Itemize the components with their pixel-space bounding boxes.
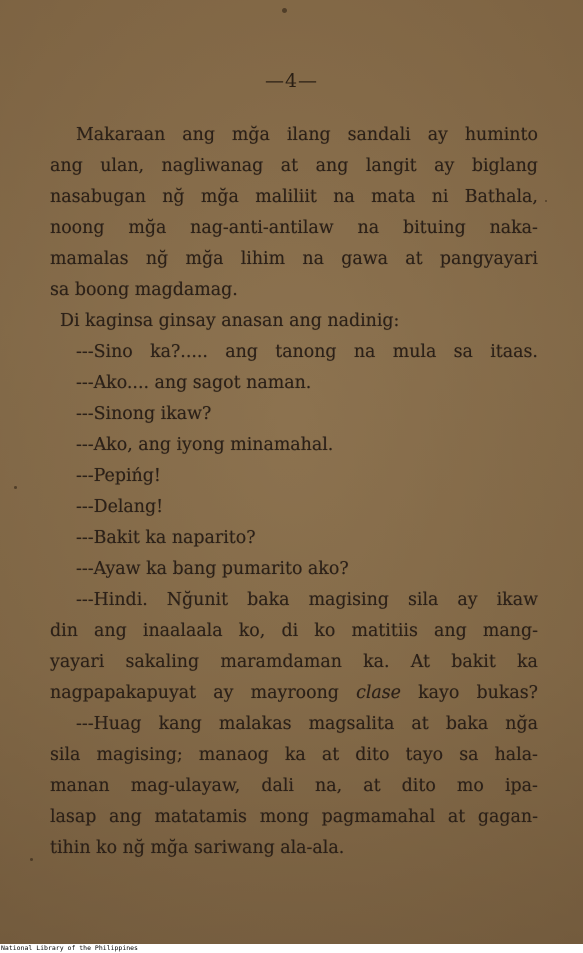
text-line: ---Bakit ka naparito?: [76, 528, 256, 548]
text-line: [50, 182, 538, 213]
word: ka: [517, 652, 538, 672]
word: nğ: [145, 249, 169, 269]
word: bukas?: [476, 683, 538, 703]
word: inaalaala: [142, 621, 223, 641]
word: mayroong: [250, 683, 339, 703]
word: at: [363, 776, 381, 796]
word: mula: [392, 342, 437, 362]
word: mata: [371, 187, 416, 207]
word: ay: [213, 683, 234, 703]
word: biglang: [471, 156, 538, 176]
word: na,: [315, 776, 343, 796]
word: clase: [356, 683, 401, 703]
word: mğa: [200, 187, 239, 207]
word: dito: [401, 776, 436, 796]
text-line: [50, 740, 538, 771]
word: ilang: [286, 125, 331, 145]
ink-speck: [14, 486, 17, 489]
word: ang: [109, 807, 142, 827]
word: sila: [407, 590, 439, 610]
word: gagan-: [477, 807, 538, 827]
word: dali: [261, 776, 294, 796]
word: bakit: [451, 652, 496, 672]
word: bituing: [402, 218, 466, 238]
ink-speck: [282, 8, 287, 13]
text-line: [50, 244, 538, 275]
word: ay: [427, 125, 448, 145]
word: din: [50, 621, 78, 641]
word: lihim: [240, 249, 286, 269]
word: malakas: [218, 714, 292, 734]
word: ka.: [363, 652, 390, 672]
word: na: [357, 218, 380, 238]
word: gawa: [341, 249, 388, 269]
text-line: Di kaginsa ginsay anasan ang nadinig:: [60, 311, 400, 331]
word: yayari: [50, 652, 105, 672]
word: sakaling: [125, 652, 200, 672]
word: mong: [259, 807, 309, 827]
footer-credit: National Library of the Philippines: [1, 944, 138, 952]
word: sila: [50, 745, 81, 765]
word: at: [405, 249, 423, 269]
text-line: ---Delang!: [76, 497, 164, 517]
word: itaas.: [490, 342, 538, 362]
word: pagmamahal: [321, 807, 436, 827]
word: ipa-: [504, 776, 538, 796]
text-line: ---Ako, ang iyong minamahal.: [76, 435, 334, 455]
word: manaog: [198, 745, 269, 765]
text-line: [50, 337, 538, 368]
text-line: ---Pepińg!: [76, 466, 161, 486]
text-line: [50, 709, 538, 740]
word: naka-: [489, 218, 538, 238]
word: At: [410, 652, 431, 672]
word: maramdaman: [220, 652, 342, 672]
word: nasabugan: [50, 187, 146, 207]
word: ang: [94, 621, 127, 641]
word: pangyayari: [439, 249, 538, 269]
word: Nğunit: [166, 590, 229, 610]
word: mang-: [482, 621, 538, 641]
word: mag-ulayaw,: [130, 776, 241, 796]
text-line: [50, 771, 538, 802]
word: at: [321, 745, 340, 765]
word: manan: [50, 776, 110, 796]
word: na: [353, 342, 376, 362]
word: ang: [315, 156, 349, 176]
word: ko: [314, 621, 336, 641]
word: ay: [457, 590, 478, 610]
word: magsalita: [308, 714, 395, 734]
word: lasap: [50, 807, 97, 827]
word: ni: [431, 187, 449, 207]
word: ang: [225, 342, 258, 362]
word: mo: [456, 776, 484, 796]
text-line: sa boong magdamag.: [50, 280, 238, 300]
word: sa: [459, 745, 479, 765]
text-line: ---Sinong ikaw?: [76, 404, 212, 424]
text-line: [50, 802, 538, 833]
word: na: [302, 249, 324, 269]
word: ---Huag: [76, 714, 142, 734]
word: na: [333, 187, 355, 207]
word: nğ: [162, 187, 185, 207]
word: at: [280, 156, 299, 176]
word: nag-anti-antilaw: [190, 218, 334, 238]
word: baka: [445, 714, 489, 734]
text-line: tihin ko nğ mğa sariwang ala-ala.: [50, 838, 345, 858]
ink-speck: [545, 200, 547, 202]
word: di: [281, 621, 299, 641]
text-block: [50, 120, 538, 864]
page-number: —4—: [264, 70, 319, 92]
word: sa: [453, 342, 473, 362]
word: ulan,: [100, 156, 145, 176]
ink-speck: [30, 858, 33, 861]
word: huminto: [464, 125, 538, 145]
word: ka: [284, 745, 306, 765]
word: tayo: [405, 745, 444, 765]
word: ang: [434, 621, 467, 641]
word: nğa: [505, 714, 538, 734]
word: ang: [182, 125, 215, 145]
word: langit: [365, 156, 417, 176]
text-line: [50, 585, 538, 616]
word: dito: [355, 745, 390, 765]
word: baka: [247, 590, 290, 610]
word: kang: [158, 714, 202, 734]
word: nagliwanag: [161, 156, 264, 176]
text-line: ---Ako.... ang sagot naman.: [76, 373, 312, 393]
word: matitiis: [351, 621, 418, 641]
text-line: [50, 213, 538, 244]
text-line: [50, 616, 538, 647]
word: magising: [308, 590, 389, 610]
word: noong: [50, 218, 105, 238]
word: mğa: [185, 249, 224, 269]
word: magising;: [96, 745, 183, 765]
word: mamalas: [50, 249, 129, 269]
word: Makaraan: [76, 125, 166, 145]
word: ay: [434, 156, 455, 176]
word: sandali: [347, 125, 411, 145]
word: Bathala,: [464, 187, 538, 207]
word: at: [411, 714, 429, 734]
word: at: [447, 807, 466, 827]
word: matatamis: [154, 807, 247, 827]
footer: [0, 944, 583, 953]
word: ko,: [238, 621, 266, 641]
word: mğa: [128, 218, 167, 238]
word: ang: [50, 156, 83, 176]
word: kayo: [418, 683, 460, 703]
word: ---Sino: [76, 342, 133, 362]
word: hala-: [494, 745, 538, 765]
text-line: [50, 647, 538, 678]
word: maliliit: [255, 187, 317, 207]
text-line: [50, 151, 538, 182]
text-line: [50, 678, 538, 709]
word: ---Hindi.: [76, 590, 148, 610]
text-line: [50, 120, 538, 151]
word: mğa: [231, 125, 270, 145]
word: ka?.....: [150, 342, 208, 362]
word: tanong: [275, 342, 337, 362]
word: nagpapakapuyat: [50, 683, 197, 703]
word: ikaw: [496, 590, 538, 610]
text-line: ---Ayaw ka bang pumarito ako?: [76, 559, 349, 579]
